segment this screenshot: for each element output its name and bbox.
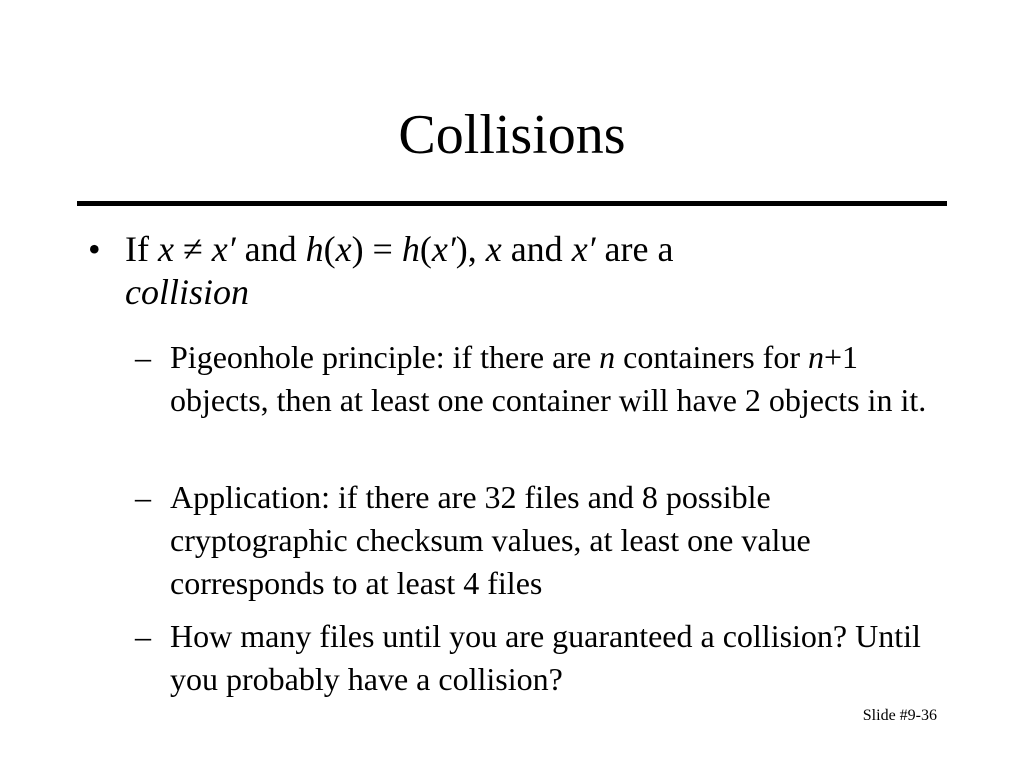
sub-bullet-text: Application: if there are 32 files and 8 possible cryptographic checksum values, at least one value corresponds to at least 4 files xyxy=(170,479,811,601)
term-collision: collision xyxy=(125,272,249,312)
text-comma: ), xyxy=(455,229,486,269)
text-fragment: containers for xyxy=(615,339,808,375)
var-x: x xyxy=(157,229,174,269)
slide-title: Collisions xyxy=(398,104,626,166)
var-n: n xyxy=(599,339,616,375)
var-x-prime: x′ xyxy=(571,229,596,269)
text-paren: ( xyxy=(323,229,336,269)
bullet-marker: • xyxy=(88,229,101,269)
text-neq: ≠ xyxy=(173,229,212,269)
var-h: h xyxy=(305,229,324,269)
sub-bullet-text xyxy=(170,336,935,422)
sub-bullet-marker: – xyxy=(135,618,151,654)
text-are: are a xyxy=(595,229,674,269)
text-and: and xyxy=(235,229,306,269)
var-x-prime: x′ xyxy=(431,229,456,269)
text-fragment: Pigeonhole principle: if there are xyxy=(170,339,600,375)
sub-bullet-text: How many files until you are guaranteed a collision? Until you probably have a collision? xyxy=(170,618,921,697)
slide-number: Slide #9-36 xyxy=(862,707,937,724)
sub-bullet-marker: – xyxy=(135,479,151,515)
text-fragment: +1 objects, then at least one container will have 2 objects in it. xyxy=(170,339,927,418)
var-n: n xyxy=(807,339,824,375)
text-and: and xyxy=(501,229,572,269)
text-paren: ( xyxy=(419,229,432,269)
text-eq: ) = xyxy=(351,229,402,269)
var-x: x xyxy=(335,229,352,269)
var-x-prime: x′ xyxy=(211,229,236,269)
var-x: x xyxy=(485,229,502,269)
title-divider xyxy=(77,201,947,206)
var-h: h xyxy=(401,229,420,269)
text-if: If xyxy=(125,229,158,269)
sub-bullet-marker: – xyxy=(135,339,151,375)
main-bullet-text xyxy=(125,228,925,314)
